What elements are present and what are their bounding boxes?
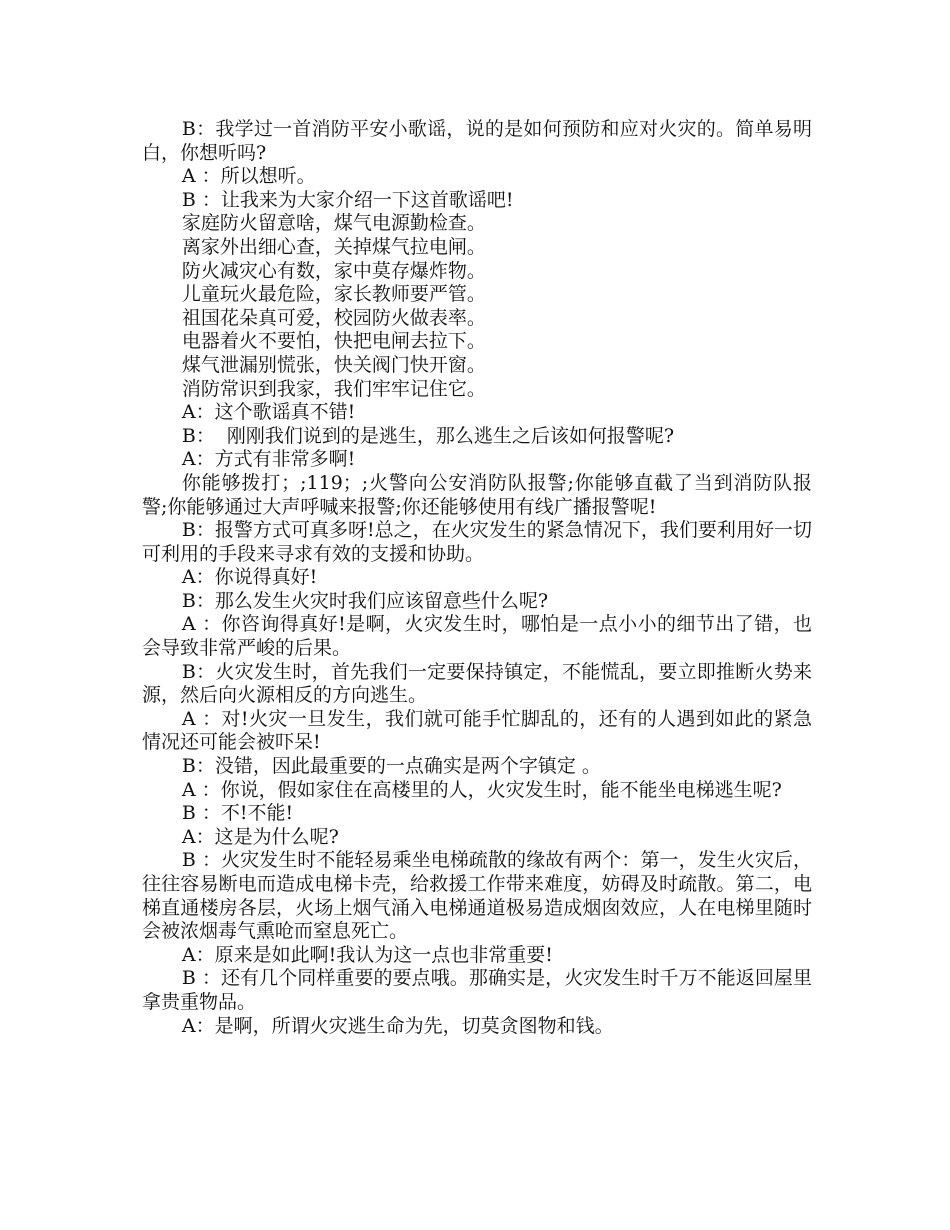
paragraph: B ：让我来为大家介绍一下这首歌谣吧! — [181, 188, 514, 211]
verse-line: 消防常识到我家，我们牢牢记住它。 — [181, 377, 486, 400]
paragraph: A ：对!火灾一旦发生，我们就可能手忙脚乱的，还有的人遇到如此的紧急情况还可能会被吓呆! — [142, 707, 812, 754]
paragraph: A：是啊，所谓火灾逃生命为先，切莫贪图物和钱。 — [181, 1014, 614, 1037]
paragraph: B ：还有几个同样重要的要点哦。那确实是，火灾发生时千万不能返回屋里拿贵重物品。 — [142, 967, 812, 1013]
paragraph: A ：你咨询得真好!是啊，火灾发生时，哪怕是一点小小的细节出了错，也会导致非常严峻的后果。 — [142, 613, 812, 660]
verse-line: 防火减灾心有数，家中莫存爆炸物。 — [181, 259, 486, 282]
paragraph: B：没错，因此最重要的一点确实是两个字镇定 。 — [181, 755, 601, 778]
paragraph: A：你说得真好! — [181, 566, 318, 589]
paragraph: A ：所以想听。 — [181, 165, 316, 188]
paragraph: B ：不!不能! — [181, 802, 294, 825]
verse-line: 家庭防火留意啥，煤气电源勤检查。 — [181, 212, 486, 235]
paragraph: B：报警方式可真多呀!总之，在火灾发生的紧急情况下，我们要利用好一切可利用的手段来寻求有效的支援和协助。 — [142, 519, 812, 565]
verse-line: 儿童玩火最危险，家长教师要严管。 — [181, 283, 486, 306]
paragraph: A ：你说，假如家住在高楼里的人，火灾发生时，能不能坐电梯逃生呢? — [181, 778, 782, 801]
paragraph: A：方式有非常多啊! — [181, 448, 356, 471]
paragraph: B：我学过一首消防平安小歌谣，说的是如何预防和应对火灾的。简单易明白，你想听吗? — [142, 118, 812, 164]
paragraph: B：火灾发生时，首先我们一定要保持镇定，不能慌乱，要立即推断火势来源，然后向火源相反的方向逃生。 — [142, 660, 812, 707]
paragraph: A：这是为什么呢? — [181, 825, 339, 848]
paragraph: B ：火灾发生时不能轻易乘坐电梯疏散的缘故有两个：第一，发生火灾后，往往容易断电而造成电梯卡壳，给救援工作带来难度，妨碍及时疏散。第二，电梯直通楼房各层，火场上烟气涌入电梯通道极易造成烟囱效应，人在电梯里随时会被浓烟毒气熏呛而窒息死亡。 — [142, 849, 812, 943]
paragraph: A：原来是如此啊!我认为这一点也非常重要! — [181, 943, 553, 966]
paragraph: B： 刚刚我们说到的是逃生，那么逃生之后该如何报警呢? — [181, 424, 675, 447]
verse-line: 电器着火不要怕，快把电闸去拉下。 — [181, 330, 486, 353]
verse-line: 离家外出细心查，关掉煤气拉电闸。 — [181, 235, 486, 258]
paragraph: B：那么发生火灾时我们应该留意些什么呢? — [181, 589, 549, 612]
paragraph: A：这个歌谣真不错! — [181, 401, 356, 424]
document-body — [142, 118, 812, 1038]
verse-line: 祖国花朵真可爱，校园防火做表率。 — [181, 306, 486, 329]
paragraph: 你能够拨打；;119；;火警向公安消防队报警;你能够直截了当到消防队报警;你能够通过大声呼喊来报警;你还能够使用有线广播报警呢! — [142, 471, 812, 518]
verse-line: 煤气泄漏别慌张，快关阀门快开窗。 — [181, 353, 486, 376]
